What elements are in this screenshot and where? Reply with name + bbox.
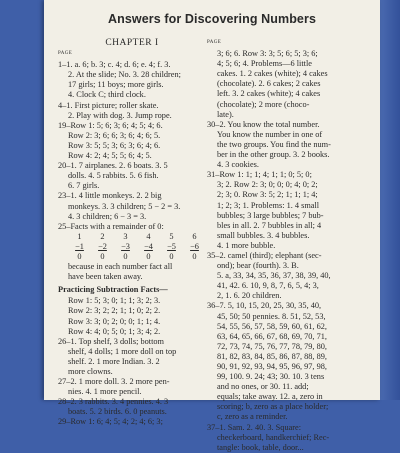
answer-line: 37–1. Sam. 2. 40. 3. Square:	[207, 422, 302, 432]
left-column	[58, 38, 206, 428]
chapter-heading: CHAPTER I	[105, 38, 159, 48]
answer-line: boats. 5. 2 birds. 6. 0 peanuts.	[68, 407, 167, 417]
answer-line: 41, 42. 6. 10, 9, 8, 7, 6, 5, 4; 3,	[217, 281, 319, 291]
answer-line: 17 girls; 11 boys; more girls.	[68, 80, 164, 90]
answer-line: 99, 100. 9. 24; 43; 30. 10. 3 tens	[217, 372, 325, 382]
answer-line: nies. 4. 1 more pencil.	[68, 387, 142, 397]
fact-cell: −3	[121, 241, 130, 251]
book-page	[44, 0, 380, 452]
answer-line: c, zero as a reminder.	[217, 412, 288, 422]
fact-row-subtrahends	[58, 242, 206, 252]
fact-cell: −2	[98, 241, 107, 251]
answer-line: 2. At the slide; No. 3. 28 children;	[68, 70, 181, 80]
fact-row-results	[58, 252, 206, 262]
fact-cell: 0	[77, 251, 82, 261]
answer-line: have been taken away.	[68, 272, 143, 282]
answer-line: 81, 82, 83, 84, 85, 86, 87, 88, 89,	[217, 351, 327, 361]
answer-line: 2. Play with dog. 3. Jump rope.	[68, 110, 172, 120]
answer-line: You know the number in one of	[217, 129, 323, 139]
answer-line: 45, 50; 50 pennies. 8. 51, 52, 53,	[217, 311, 326, 321]
answer-line: 72, 73, 74, 75, 76, 77, 78, 79, 80,	[217, 341, 327, 351]
answer-line: Row 4: 4; 0; 5; 0; 1; 3; 4; 2.	[68, 326, 161, 336]
fact-cell: 5	[169, 231, 174, 241]
answer-line: 4; 5; 6; 4. Problems—6 little	[217, 59, 312, 69]
answer-line: 5. a, 33, 34, 35, 36, 37, 38, 39, 40,	[217, 271, 331, 281]
answer-line: Row 4: 2; 4; 5; 5; 6; 4; 5.	[68, 151, 152, 161]
fact-cell: −4	[144, 241, 153, 251]
page-column-label-right: PAGE	[207, 40, 222, 45]
answer-line: shelf, 4 dolls; 1 more doll on top	[68, 346, 177, 356]
answer-block-2	[58, 262, 206, 282]
answer-line: 2; 3; 0. Row 3: 5; 2; 1; 1; 1; 4;	[217, 190, 318, 200]
answer-line: because in each number fact all	[68, 262, 173, 272]
answer-block-3	[58, 296, 206, 427]
fact-cell: 0	[146, 251, 151, 261]
fact-row-minuends	[58, 232, 206, 242]
fact-cell: 1	[77, 231, 82, 241]
answer-line: 27–2. 1 more doll. 3. 2 more pen-	[58, 377, 170, 387]
answer-line: Row 1: 5; 3; 0; 1; 1; 3; 2; 3.	[68, 296, 161, 306]
answer-line: checkerboard, handkerchief; Rec-	[217, 432, 330, 442]
answer-line: 25–Facts with a remainder of 0:	[58, 221, 164, 231]
fact-cell: 0	[169, 251, 174, 261]
page-title: Answers for Discovering Numbers	[107, 12, 317, 26]
answer-line: 35–2. camel (third); elephant (sec-	[207, 250, 322, 260]
answer-line: 29–Row 1: 6; 4; 5; 4; 2; 4; 6; 3;	[58, 417, 163, 427]
answer-line: 28–2. 3 rabbits. 3. 4 pennies. 4. 3	[58, 397, 169, 407]
answer-line: shelf. 2. 1 more Indian. 3. 2	[68, 356, 160, 366]
answer-line: more clowns.	[68, 367, 113, 376]
fact-cell: −5	[167, 241, 176, 251]
answer-line: 3; 2. Row 2: 3; 0; 0; 0; 4; 0; 2;	[217, 180, 318, 190]
answer-line: 26–1. Top shelf, 3 dolls; bottom	[58, 336, 164, 346]
answer-line: 1–1. a. 6; b. 3; c. 4; d. 6; e. 4; f. 3.	[58, 60, 171, 70]
answer-line: late).	[217, 109, 234, 119]
fact-cell: 0	[100, 251, 105, 261]
answer-line: Row 3: 5; 5; 3; 6; 3; 6; 4; 6.	[68, 140, 161, 150]
answer-line: the two groups. You find the num-	[217, 139, 331, 149]
answer-line: 3; 6; 6. Row 3: 3; 5; 6; 5; 3; 6;	[217, 49, 318, 59]
answer-line: ber in the other group. 3. 2 books.	[217, 150, 330, 160]
answer-line: 54, 55, 56, 57, 58, 59, 60, 61, 62,	[217, 321, 327, 331]
answer-line: 4. 1 more bubble.	[217, 240, 276, 250]
fact-cell: −6	[190, 241, 199, 251]
fact-cell: 3	[123, 231, 128, 241]
answer-line: scoring; b, zero as a place holder;	[217, 402, 329, 412]
answer-line: 23–1. 4 little monkeys. 2. 2 big	[58, 191, 162, 201]
answer-line: 1; 2; 3; 1. Problems: 1. 4 small	[217, 200, 320, 210]
answer-line: 63, 64, 65, 66, 67, 68, 69, 70, 71,	[217, 331, 327, 341]
answer-line: and no ones, or 30. 11. add;	[217, 382, 309, 392]
answer-line: 30–2. You know the total number.	[207, 119, 320, 129]
fact-cell: 6	[192, 231, 197, 241]
practice-heading: Practicing Subtraction Facts—	[58, 285, 168, 295]
answer-line: 2, 1. 6. 20 children.	[217, 291, 282, 301]
answer-line: cakes. 1. 2 cakes (white); 4 cakes	[217, 69, 328, 79]
fact-cell: 0	[123, 251, 128, 261]
answer-line: Row 2: 3; 2; 2; 1; 1; 0; 2; 2.	[68, 306, 161, 316]
answer-line: ond); bear (fourth). 3. B.	[217, 261, 299, 271]
answer-line: 4. 3 cookies.	[217, 160, 259, 170]
answer-line: monkeys. 3. 3 children; 5 − 2 = 3.	[68, 201, 181, 211]
answer-line: 20–1. 7 airplanes. 2. 6 boats. 3. 5	[58, 161, 168, 171]
book-cover-edge	[380, 0, 400, 400]
answer-line: Row 2: 3; 6; 6; 3; 6; 4; 6; 5.	[68, 130, 161, 140]
answer-block-1	[58, 60, 206, 232]
answer-line: small bubbles. 3. 4 bubbles.	[217, 230, 310, 240]
page-column-label: PAGE	[58, 51, 73, 57]
answer-line: left. 3. 2 cakes (white); 4 cakes	[217, 89, 321, 99]
right-column	[207, 38, 367, 453]
answer-line: dolls. 4. 5 rabbits. 5. 6 fish.	[68, 171, 159, 181]
answer-block-right	[207, 49, 367, 453]
answer-line: 6. 7 girls.	[68, 181, 100, 191]
fact-cell: 4	[146, 231, 151, 241]
fact-cell: −1	[75, 241, 84, 251]
answer-line: 4. 3 children; 6 − 3 = 3.	[68, 211, 147, 221]
answer-line: tangle: book, table, door...	[217, 442, 304, 452]
answer-line: 36–7. 5, 10, 15, 20, 25, 30, 35, 40,	[207, 301, 322, 311]
answer-line: (chocolate); 2 more (choco-	[217, 99, 310, 109]
fact-cell: 2	[100, 231, 105, 241]
answer-line: 90, 91, 92, 93, 94, 95, 96, 97, 98,	[217, 362, 327, 371]
answer-line: bubbles; 3 large bubbles; 7 bub-	[217, 210, 324, 220]
answer-line: 31–Row 1: 1; 1; 4; 1; 1; 0; 5; 0;	[207, 170, 312, 180]
answer-line: 4–1. First picture; roller skate.	[58, 100, 159, 110]
answer-line: equals; take away. 12. a, zero in	[217, 392, 323, 402]
answer-line: bles in all. 2. 7 bubbles in all; 4	[217, 220, 322, 230]
answer-line: 4. Clock C; third clock.	[68, 90, 146, 100]
fact-cell: 0	[192, 251, 197, 261]
answer-line: (chocolate). 2. 6 cakes; 2 cakes	[217, 79, 321, 89]
answer-line: 19–Row 1: 5; 6; 3; 6; 4; 5; 4; 6.	[58, 120, 163, 130]
answer-line: Row 3: 3; 0; 2; 0; 0; 1; 1; 4.	[68, 316, 161, 326]
